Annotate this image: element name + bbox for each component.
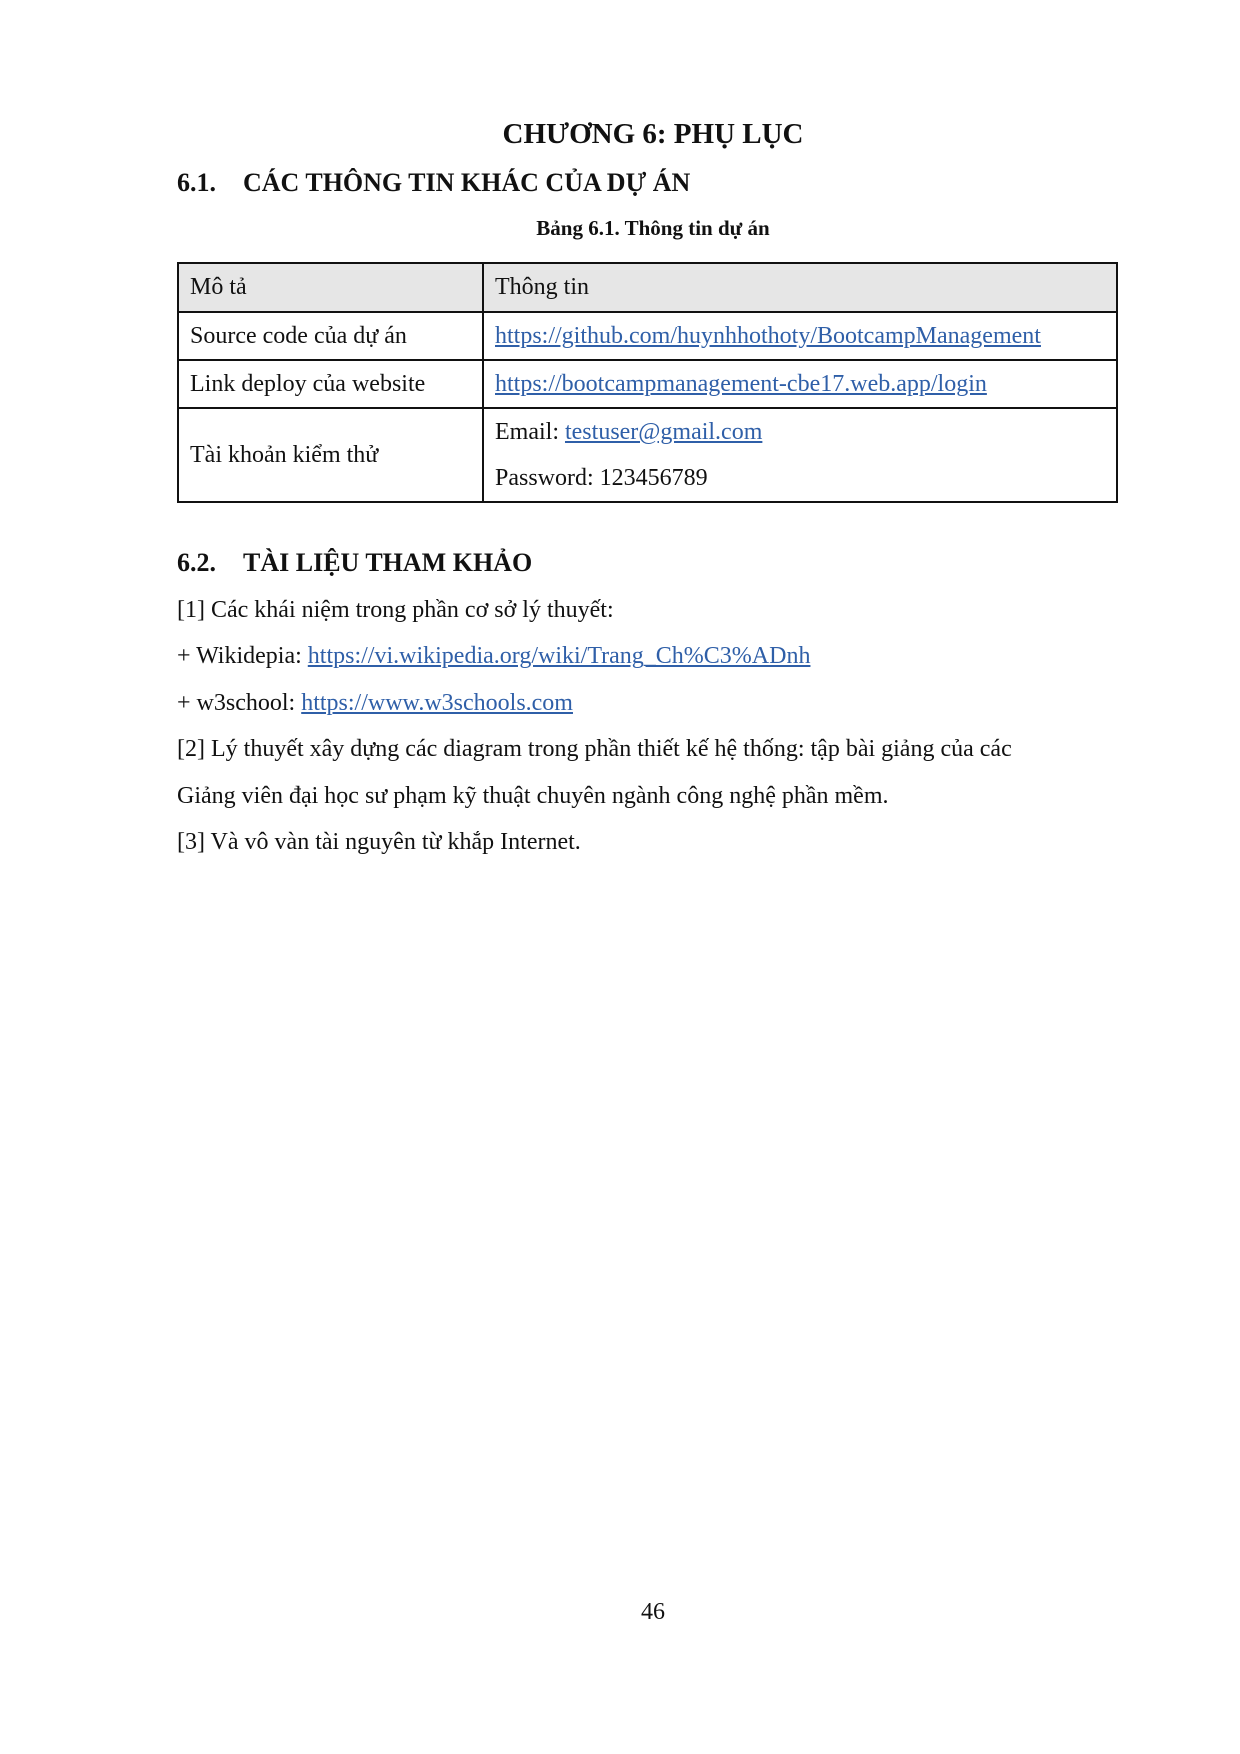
section-title: CÁC THÔNG TIN KHÁC CỦA DỰ ÁN	[243, 168, 691, 197]
email-link[interactable]: testuser@gmail.com	[564, 419, 763, 445]
row-label-deploy: Link deploy của website	[178, 360, 483, 408]
row-label-test-account: Tài khoản kiểm thử	[178, 408, 483, 502]
row-value-source-code	[483, 312, 1117, 360]
section-title: TÀI LIỆU THAM KHẢO	[243, 548, 533, 577]
page-number: 46	[641, 1599, 665, 1625]
section-heading-6-1	[177, 168, 690, 198]
table-row	[178, 408, 1117, 502]
row-value-deploy	[483, 360, 1117, 408]
reference-wiki	[177, 643, 810, 670]
reference-2-line-2: Giảng viên đại học sư phạm kỹ thuật chuyên ngành công nghệ phần mềm.	[177, 783, 889, 809]
reference-3: [3] Và vô vàn tài nguyên từ khắp Internet.	[177, 829, 581, 855]
section-number: 6.2.	[177, 548, 216, 577]
reference-2-line-1: [2] Lý thuyết xây dựng các diagram trong phần thiết kế hệ thống: tập bài giảng của các	[177, 736, 1012, 762]
table-caption: Bảng 6.1. Thông tin dự án	[536, 216, 770, 240]
row-label-source-code: Source code của dự án	[178, 312, 483, 360]
table-header-info: Thông tin	[483, 263, 1117, 312]
github-link[interactable]: https://github.com/huynhhothoty/BootcampManagement	[495, 322, 1041, 349]
section-heading-6-2	[177, 548, 532, 578]
table-header-description: Mô tả	[178, 263, 483, 312]
row-value-test-account	[483, 408, 1117, 502]
wikipedia-link[interactable]: https://vi.wikipedia.org/wiki/Trang_Ch%C3%ADnh	[307, 643, 811, 669]
chapter-title: CHƯƠNG 6: PHỤ LỤC	[502, 118, 804, 150]
password-line: Password: 123456789	[495, 465, 708, 491]
reference-1: [1] Các khái niệm trong phần cơ sở lý thuyết:	[177, 597, 614, 623]
email-label: Email:	[495, 419, 565, 445]
section-number: 6.1.	[177, 168, 216, 197]
table-row	[178, 360, 1117, 408]
project-info-table	[177, 262, 1118, 503]
table-row	[178, 312, 1117, 360]
wiki-label: + Wikidepia:	[177, 643, 308, 669]
w3-label: + w3school:	[177, 690, 302, 716]
reference-w3school	[177, 690, 573, 717]
deploy-link[interactable]: https://bootcampmanagement-cbe17.web.app/login	[495, 370, 987, 397]
email-line	[495, 409, 1105, 455]
table-header-row	[178, 263, 1117, 312]
w3schools-link[interactable]: https://www.w3schools.com	[301, 690, 573, 716]
